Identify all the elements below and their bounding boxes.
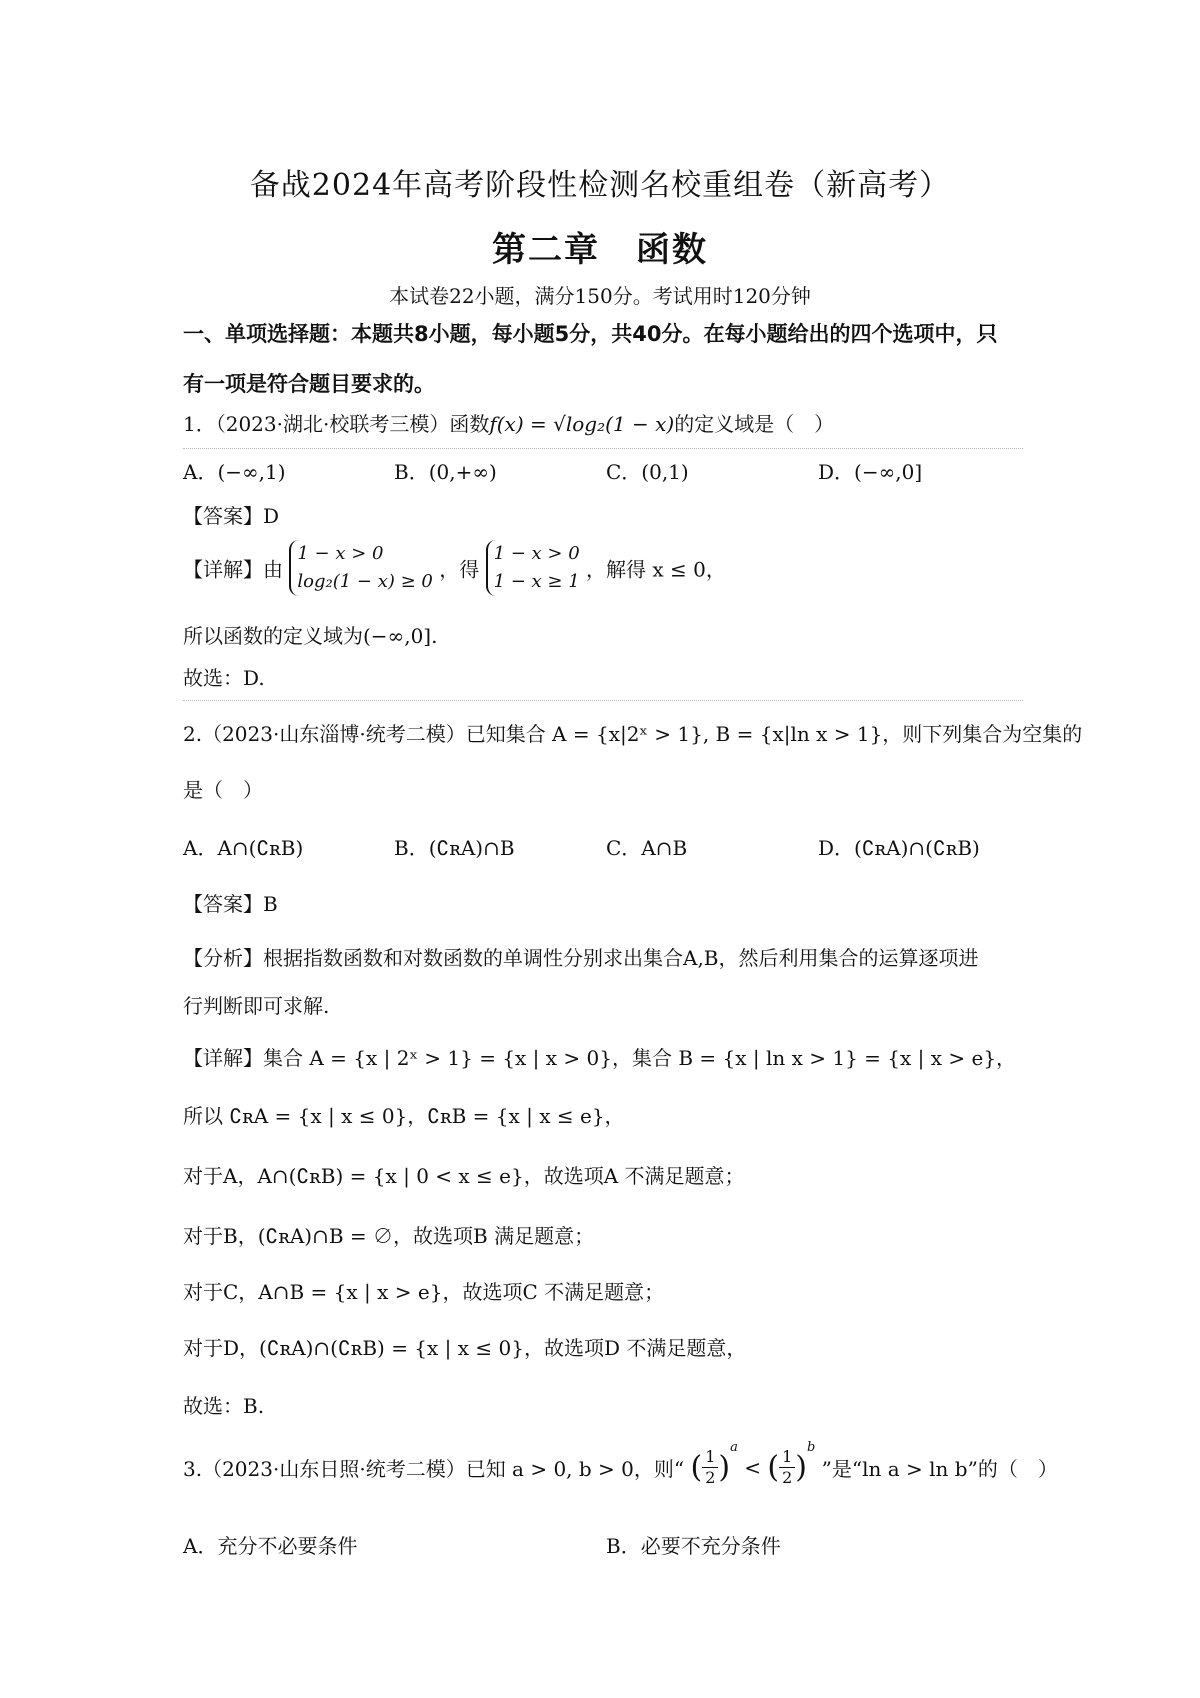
exam-info: 本试卷22小题，满分150分。考试用时120分钟 <box>389 284 811 308</box>
q2-answer: 【答案】B <box>183 892 278 916</box>
q3-half-fraction <box>702 1447 718 1488</box>
q2-detail-line6: 对于D，(∁ʀA)∩(∁ʀB) = {x | x ≤ 0}，故选项D 不满足题意， <box>183 1336 747 1360</box>
q1-system-2-line2: 1 − x ≥ 1 <box>493 571 580 592</box>
q1-detail-label: 【详解】由 <box>183 557 283 582</box>
q3-stem-end: ”是“ln a > ln b”的（ ） <box>821 1457 1058 1481</box>
q1-system-2 <box>486 540 580 596</box>
q1-function: f(x) = √log₂(1 − x) <box>489 412 675 436</box>
q1-detail <box>183 540 726 596</box>
paren-close: ) <box>795 1450 807 1485</box>
q1-option-a: A．(−∞,1) <box>183 460 286 484</box>
divider <box>183 448 1023 449</box>
fraction-denominator: 2 <box>705 1468 716 1487</box>
less-than: < <box>744 1455 761 1480</box>
q1-conclusion: 所以函数的定义域为(−∞,0]. <box>183 624 438 648</box>
q2-analysis-line2: 行判断即可求解. <box>183 994 330 1018</box>
q1-answer: 【答案】D <box>183 504 280 528</box>
q3-option-a: A．充分不必要条件 <box>183 1534 358 1558</box>
q1-option-b: B．(0,+∞) <box>394 460 497 484</box>
chapter-title: 第二章 函数 <box>492 230 708 270</box>
q2-option-c: C．A∩B <box>606 836 688 860</box>
exam-title: 备战2024年高考阶段性检测名校重组卷（新高考） <box>249 168 951 203</box>
q1-stem-text: 1．（2023·湖北·校联考三模）函数 <box>183 412 490 436</box>
section-heading-line1: 一、单项选择题：本题共8小题，每小题5分，共40分。在每小题给出的四个选项中，只 <box>183 322 998 346</box>
q1-stem <box>183 408 834 437</box>
q1-option-d: D．(−∞,0] <box>818 460 923 484</box>
q2-detail-line2: 所以 ∁ʀA = {x | x ≤ 0}，∁ʀB = {x | x ≤ e}， <box>183 1104 625 1128</box>
divider <box>183 700 1023 701</box>
q2-analysis-line1: 【分析】根据指数函数和对数函数的单调性分别求出集合A,B，然后利用集合的运算逐项进 <box>183 946 979 970</box>
fraction-numerator: 1 <box>702 1447 718 1468</box>
q2-stem-line2: 是（ ） <box>183 778 263 802</box>
q1-choose: 故选：D. <box>183 666 265 690</box>
q1-option-c: C．(0,1) <box>606 460 689 484</box>
paren-close: ) <box>718 1450 731 1485</box>
q3-stem <box>183 1440 1058 1488</box>
fraction-numerator: 1 <box>779 1447 795 1468</box>
q3-option-b: B．必要不充分条件 <box>606 1534 781 1558</box>
q2-detail-line1: 【详解】集合 A = {x | 2ˣ > 1} = {x | x > 0}，集合 B = {x | ln x > 1} = {x | x > e}， <box>183 1046 1017 1070</box>
q1-stem-end: 的定义域是（ ） <box>674 412 835 436</box>
q2-option-b: B．(∁ʀA)∩B <box>394 836 515 860</box>
q2-stem-line1: 2.（2023·山东淄博·统考二模）已知集合 A = {x|2ˣ > 1}, B = {x|ln x > 1}，则下列集合为空集的 <box>183 722 1083 746</box>
q1-system-1 <box>289 540 432 596</box>
q1-system-2-line1: 1 − x > 0 <box>493 543 580 564</box>
q1-system-1-line1: 1 − x > 0 <box>297 543 384 564</box>
section-heading-line2: 有一项是符合题目要求的。 <box>183 372 435 396</box>
paren-open: ( <box>690 1450 703 1485</box>
q2-detail-line4: 对于B，(∁ʀA)∩B = ∅，故选项B 满足题意； <box>183 1224 595 1248</box>
exponent-b: b <box>806 1440 816 1455</box>
q2-choose: 故选：B. <box>183 1394 265 1418</box>
paren-open: ( <box>767 1450 780 1485</box>
q3-stem-start: 3.（2023·山东日照·统考二模）已知 a > 0, b > 0，则“ <box>183 1457 685 1481</box>
exponent-a: a <box>730 1440 738 1455</box>
q3-half-fraction <box>779 1447 795 1488</box>
q2-option-d: D．(∁ʀA)∩(∁ʀB) <box>818 836 980 860</box>
fraction-denominator: 2 <box>782 1468 793 1487</box>
q1-system-1-line2: log₂(1 − x) ≥ 0 <box>297 571 433 592</box>
q2-detail-line3: 对于A，A∩(∁ʀB) = {x | 0 < x ≤ e}，故选项A 不满足题意； <box>183 1164 745 1188</box>
q1-detail-end: ，解得 x ≤ 0， <box>586 557 726 582</box>
q2-option-a: A．A∩(∁ʀB) <box>183 836 304 860</box>
q2-detail-line5: 对于C，A∩B = {x | x > e}，故选项C 不满足题意； <box>183 1280 665 1304</box>
q1-detail-mid: ，得 <box>439 557 480 582</box>
